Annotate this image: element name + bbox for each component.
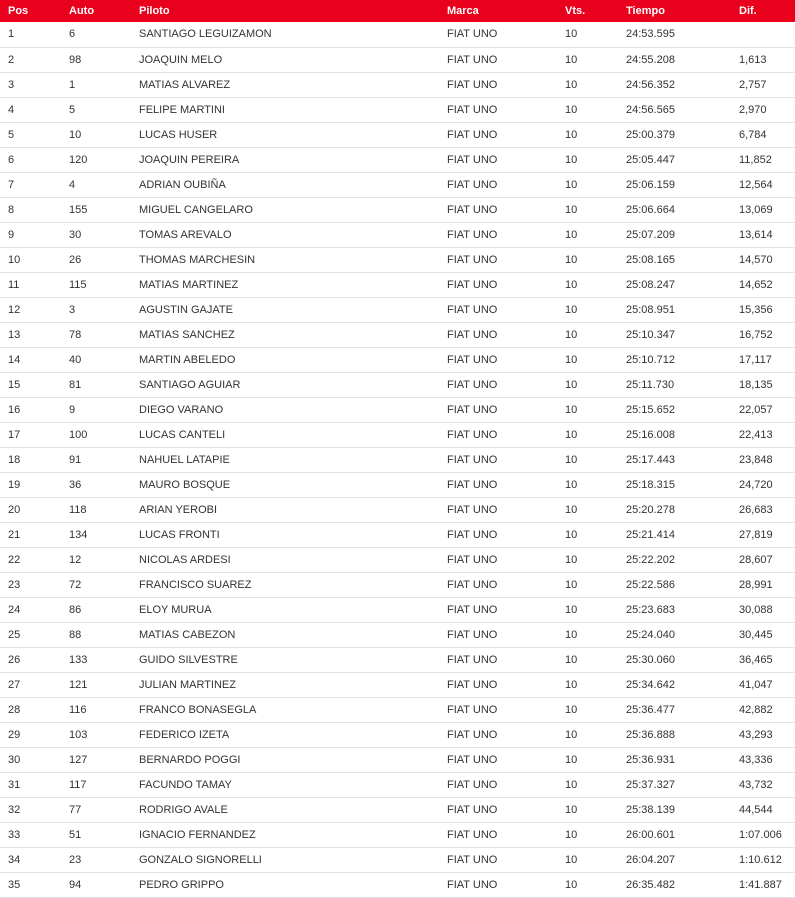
results-table-header	[0, 0, 795, 22]
cell-vts: 10	[557, 197, 618, 222]
cell-pos: 30	[0, 747, 61, 772]
cell-tiempo: 25:05.447	[618, 147, 731, 172]
cell-piloto: MATIAS CABEZON	[131, 622, 439, 647]
cell-auto: 94	[61, 872, 131, 897]
cell-dif	[731, 22, 795, 47]
cell-auto: 23	[61, 847, 131, 872]
cell-marca: FIAT UNO	[439, 372, 557, 397]
cell-pos: 19	[0, 472, 61, 497]
cell-dif: 1:41.887	[731, 872, 795, 897]
cell-auto: 4	[61, 172, 131, 197]
cell-auto: 36	[61, 472, 131, 497]
table-row	[0, 197, 795, 222]
table-row	[0, 797, 795, 822]
header-piloto: Piloto	[131, 0, 439, 22]
header-tiempo: Tiempo	[618, 0, 731, 22]
cell-pos: 27	[0, 672, 61, 697]
table-row	[0, 22, 795, 47]
cell-vts: 10	[557, 797, 618, 822]
cell-tiempo: 24:53.595	[618, 22, 731, 47]
cell-marca: FIAT UNO	[439, 572, 557, 597]
cell-tiempo: 25:18.315	[618, 472, 731, 497]
cell-vts: 10	[557, 22, 618, 47]
cell-vts: 10	[557, 297, 618, 322]
cell-tiempo: 26:35.482	[618, 872, 731, 897]
cell-marca: FIAT UNO	[439, 872, 557, 897]
cell-vts: 10	[557, 572, 618, 597]
cell-vts: 10	[557, 672, 618, 697]
cell-dif: 14,652	[731, 272, 795, 297]
table-row	[0, 647, 795, 672]
cell-dif: 27,819	[731, 522, 795, 547]
cell-piloto: FRANCO BONASEGLA	[131, 697, 439, 722]
cell-auto: 9	[61, 397, 131, 422]
cell-vts: 10	[557, 547, 618, 572]
cell-dif: 15,356	[731, 297, 795, 322]
cell-pos: 1	[0, 22, 61, 47]
cell-pos: 2	[0, 47, 61, 72]
cell-pos: 12	[0, 297, 61, 322]
cell-tiempo: 25:16.008	[618, 422, 731, 447]
cell-vts: 10	[557, 622, 618, 647]
cell-tiempo: 24:56.352	[618, 72, 731, 97]
cell-vts: 10	[557, 247, 618, 272]
cell-auto: 1	[61, 72, 131, 97]
table-row	[0, 872, 795, 897]
table-row	[0, 522, 795, 547]
results-table-body	[0, 22, 795, 897]
cell-tiempo: 25:22.586	[618, 572, 731, 597]
cell-piloto: SANTIAGO LEGUIZAMON	[131, 22, 439, 47]
cell-marca: FIAT UNO	[439, 747, 557, 772]
table-row	[0, 172, 795, 197]
cell-vts: 10	[557, 722, 618, 747]
cell-vts: 10	[557, 522, 618, 547]
table-row	[0, 272, 795, 297]
cell-piloto: JOAQUIN MELO	[131, 47, 439, 72]
table-row	[0, 572, 795, 597]
cell-dif: 11,852	[731, 147, 795, 172]
cell-auto: 78	[61, 322, 131, 347]
cell-piloto: LUCAS HUSER	[131, 122, 439, 147]
cell-pos: 23	[0, 572, 61, 597]
cell-pos: 15	[0, 372, 61, 397]
cell-marca: FIAT UNO	[439, 197, 557, 222]
cell-vts: 10	[557, 397, 618, 422]
cell-auto: 98	[61, 47, 131, 72]
cell-piloto: MATIAS SANCHEZ	[131, 322, 439, 347]
cell-tiempo: 25:23.683	[618, 597, 731, 622]
cell-tiempo: 25:38.139	[618, 797, 731, 822]
cell-tiempo: 25:24.040	[618, 622, 731, 647]
cell-auto: 127	[61, 747, 131, 772]
cell-piloto: RODRIGO AVALE	[131, 797, 439, 822]
cell-auto: 10	[61, 122, 131, 147]
cell-auto: 100	[61, 422, 131, 447]
cell-piloto: ADRIAN OUBIÑA	[131, 172, 439, 197]
table-row	[0, 297, 795, 322]
cell-pos: 17	[0, 422, 61, 447]
cell-piloto: GONZALO SIGNORELLI	[131, 847, 439, 872]
cell-pos: 14	[0, 347, 61, 372]
cell-tiempo: 25:21.414	[618, 522, 731, 547]
cell-vts: 10	[557, 822, 618, 847]
cell-vts: 10	[557, 847, 618, 872]
cell-vts: 10	[557, 872, 618, 897]
cell-vts: 10	[557, 272, 618, 297]
cell-marca: FIAT UNO	[439, 122, 557, 147]
cell-vts: 10	[557, 697, 618, 722]
cell-auto: 121	[61, 672, 131, 697]
cell-marca: FIAT UNO	[439, 397, 557, 422]
table-row	[0, 422, 795, 447]
cell-piloto: FRANCISCO SUAREZ	[131, 572, 439, 597]
cell-auto: 40	[61, 347, 131, 372]
cell-vts: 10	[557, 772, 618, 797]
cell-vts: 10	[557, 122, 618, 147]
cell-dif: 26,683	[731, 497, 795, 522]
cell-pos: 6	[0, 147, 61, 172]
cell-marca: FIAT UNO	[439, 522, 557, 547]
cell-pos: 33	[0, 822, 61, 847]
cell-piloto: AGUSTIN GAJATE	[131, 297, 439, 322]
cell-dif: 43,293	[731, 722, 795, 747]
cell-auto: 51	[61, 822, 131, 847]
cell-marca: FIAT UNO	[439, 272, 557, 297]
cell-tiempo: 25:22.202	[618, 547, 731, 572]
cell-tiempo: 24:55.208	[618, 47, 731, 72]
cell-piloto: LUCAS FRONTI	[131, 522, 439, 547]
table-row	[0, 622, 795, 647]
table-row	[0, 597, 795, 622]
cell-piloto: SANTIAGO AGUIAR	[131, 372, 439, 397]
table-row	[0, 372, 795, 397]
cell-pos: 3	[0, 72, 61, 97]
cell-dif: 18,135	[731, 372, 795, 397]
cell-tiempo: 25:36.477	[618, 697, 731, 722]
cell-piloto: FEDERICO IZETA	[131, 722, 439, 747]
cell-vts: 10	[557, 422, 618, 447]
cell-dif: 1:10.612	[731, 847, 795, 872]
cell-dif: 6,784	[731, 122, 795, 147]
cell-dif: 23,848	[731, 447, 795, 472]
cell-dif: 43,336	[731, 747, 795, 772]
cell-piloto: ELOY MURUA	[131, 597, 439, 622]
cell-pos: 9	[0, 222, 61, 247]
cell-vts: 10	[557, 372, 618, 397]
cell-pos: 32	[0, 797, 61, 822]
table-row	[0, 47, 795, 72]
table-row	[0, 447, 795, 472]
cell-auto: 3	[61, 297, 131, 322]
cell-marca: FIAT UNO	[439, 147, 557, 172]
cell-auto: 116	[61, 697, 131, 722]
cell-dif: 30,445	[731, 622, 795, 647]
cell-marca: FIAT UNO	[439, 72, 557, 97]
cell-marca: FIAT UNO	[439, 847, 557, 872]
cell-auto: 103	[61, 722, 131, 747]
cell-auto: 26	[61, 247, 131, 272]
cell-auto: 77	[61, 797, 131, 822]
table-row	[0, 697, 795, 722]
cell-pos: 22	[0, 547, 61, 572]
table-row	[0, 72, 795, 97]
cell-auto: 5	[61, 97, 131, 122]
cell-dif: 42,882	[731, 697, 795, 722]
cell-vts: 10	[557, 347, 618, 372]
table-row	[0, 547, 795, 572]
cell-vts: 10	[557, 472, 618, 497]
cell-marca: FIAT UNO	[439, 797, 557, 822]
table-row	[0, 347, 795, 372]
table-row	[0, 772, 795, 797]
header-dif: Dif.	[731, 0, 795, 22]
cell-piloto: FACUNDO TAMAY	[131, 772, 439, 797]
cell-dif: 22,057	[731, 397, 795, 422]
cell-auto: 115	[61, 272, 131, 297]
cell-pos: 11	[0, 272, 61, 297]
cell-pos: 16	[0, 397, 61, 422]
cell-piloto: TOMAS AREVALO	[131, 222, 439, 247]
table-row	[0, 472, 795, 497]
cell-pos: 34	[0, 847, 61, 872]
cell-tiempo: 25:10.347	[618, 322, 731, 347]
table-row	[0, 497, 795, 522]
cell-tiempo: 25:34.642	[618, 672, 731, 697]
cell-dif: 14,570	[731, 247, 795, 272]
cell-dif: 1:07.006	[731, 822, 795, 847]
cell-auto: 86	[61, 597, 131, 622]
cell-tiempo: 25:20.278	[618, 497, 731, 522]
cell-piloto: ARIAN YEROBI	[131, 497, 439, 522]
cell-marca: FIAT UNO	[439, 347, 557, 372]
cell-piloto: IGNACIO FERNANDEZ	[131, 822, 439, 847]
cell-pos: 31	[0, 772, 61, 797]
cell-marca: FIAT UNO	[439, 722, 557, 747]
cell-marca: FIAT UNO	[439, 47, 557, 72]
cell-dif: 30,088	[731, 597, 795, 622]
cell-auto: 117	[61, 772, 131, 797]
cell-dif: 13,069	[731, 197, 795, 222]
table-row	[0, 147, 795, 172]
cell-dif: 1,613	[731, 47, 795, 72]
cell-vts: 10	[557, 447, 618, 472]
cell-marca: FIAT UNO	[439, 447, 557, 472]
cell-auto: 72	[61, 572, 131, 597]
cell-tiempo: 25:11.730	[618, 372, 731, 397]
cell-pos: 20	[0, 497, 61, 522]
cell-dif: 17,117	[731, 347, 795, 372]
cell-tiempo: 25:36.888	[618, 722, 731, 747]
cell-pos: 18	[0, 447, 61, 472]
cell-pos: 35	[0, 872, 61, 897]
cell-dif: 12,564	[731, 172, 795, 197]
cell-tiempo: 25:08.165	[618, 247, 731, 272]
cell-pos: 28	[0, 697, 61, 722]
header-vts: Vts.	[557, 0, 618, 22]
cell-marca: FIAT UNO	[439, 672, 557, 697]
cell-dif: 28,991	[731, 572, 795, 597]
cell-tiempo: 26:04.207	[618, 847, 731, 872]
cell-tiempo: 25:08.247	[618, 272, 731, 297]
cell-pos: 25	[0, 622, 61, 647]
cell-piloto: MARTIN ABELEDO	[131, 347, 439, 372]
cell-marca: FIAT UNO	[439, 647, 557, 672]
cell-marca: FIAT UNO	[439, 697, 557, 722]
cell-dif: 36,465	[731, 647, 795, 672]
cell-tiempo: 25:30.060	[618, 647, 731, 672]
cell-marca: FIAT UNO	[439, 497, 557, 522]
cell-marca: FIAT UNO	[439, 247, 557, 272]
cell-vts: 10	[557, 47, 618, 72]
cell-piloto: NICOLAS ARDESI	[131, 547, 439, 572]
cell-tiempo: 26:00.601	[618, 822, 731, 847]
cell-tiempo: 25:10.712	[618, 347, 731, 372]
cell-dif: 43,732	[731, 772, 795, 797]
cell-piloto: MATIAS MARTINEZ	[131, 272, 439, 297]
cell-tiempo: 25:07.209	[618, 222, 731, 247]
cell-auto: 133	[61, 647, 131, 672]
table-row	[0, 722, 795, 747]
cell-piloto: FELIPE MARTINI	[131, 97, 439, 122]
cell-vts: 10	[557, 222, 618, 247]
cell-auto: 6	[61, 22, 131, 47]
cell-piloto: JULIAN MARTINEZ	[131, 672, 439, 697]
cell-marca: FIAT UNO	[439, 297, 557, 322]
cell-auto: 120	[61, 147, 131, 172]
cell-pos: 21	[0, 522, 61, 547]
cell-marca: FIAT UNO	[439, 622, 557, 647]
cell-tiempo: 24:56.565	[618, 97, 731, 122]
cell-marca: FIAT UNO	[439, 822, 557, 847]
table-row	[0, 822, 795, 847]
cell-pos: 10	[0, 247, 61, 272]
cell-dif: 2,970	[731, 97, 795, 122]
cell-vts: 10	[557, 747, 618, 772]
cell-piloto: JOAQUIN PEREIRA	[131, 147, 439, 172]
cell-auto: 12	[61, 547, 131, 572]
cell-tiempo: 25:37.327	[618, 772, 731, 797]
cell-marca: FIAT UNO	[439, 97, 557, 122]
table-row	[0, 322, 795, 347]
cell-dif: 22,413	[731, 422, 795, 447]
cell-vts: 10	[557, 497, 618, 522]
cell-pos: 8	[0, 197, 61, 222]
cell-dif: 24,720	[731, 472, 795, 497]
cell-tiempo: 25:06.159	[618, 172, 731, 197]
table-row	[0, 122, 795, 147]
table-row	[0, 97, 795, 122]
cell-pos: 29	[0, 722, 61, 747]
cell-pos: 7	[0, 172, 61, 197]
cell-piloto: GUIDO SILVESTRE	[131, 647, 439, 672]
table-row	[0, 222, 795, 247]
cell-auto: 155	[61, 197, 131, 222]
cell-piloto: MIGUEL CANGELARO	[131, 197, 439, 222]
table-row	[0, 847, 795, 872]
cell-marca: FIAT UNO	[439, 422, 557, 447]
cell-dif: 2,757	[731, 72, 795, 97]
cell-marca: FIAT UNO	[439, 597, 557, 622]
cell-auto: 118	[61, 497, 131, 522]
table-row	[0, 747, 795, 772]
cell-auto: 30	[61, 222, 131, 247]
cell-piloto: NAHUEL LATAPIE	[131, 447, 439, 472]
cell-vts: 10	[557, 647, 618, 672]
cell-piloto: PEDRO GRIPPO	[131, 872, 439, 897]
cell-tiempo: 25:08.951	[618, 297, 731, 322]
cell-tiempo: 25:06.664	[618, 197, 731, 222]
cell-auto: 134	[61, 522, 131, 547]
cell-auto: 91	[61, 447, 131, 472]
header-auto: Auto	[61, 0, 131, 22]
cell-dif: 13,614	[731, 222, 795, 247]
cell-marca: FIAT UNO	[439, 472, 557, 497]
cell-marca: FIAT UNO	[439, 322, 557, 347]
cell-piloto: DIEGO VARANO	[131, 397, 439, 422]
cell-tiempo: 25:15.652	[618, 397, 731, 422]
cell-tiempo: 25:00.379	[618, 122, 731, 147]
cell-dif: 16,752	[731, 322, 795, 347]
header-marca: Marca	[439, 0, 557, 22]
cell-marca: FIAT UNO	[439, 772, 557, 797]
cell-vts: 10	[557, 322, 618, 347]
cell-pos: 26	[0, 647, 61, 672]
cell-vts: 10	[557, 147, 618, 172]
cell-pos: 4	[0, 97, 61, 122]
table-row	[0, 672, 795, 697]
cell-auto: 88	[61, 622, 131, 647]
cell-piloto: THOMAS MARCHESIN	[131, 247, 439, 272]
cell-tiempo: 25:17.443	[618, 447, 731, 472]
cell-dif: 28,607	[731, 547, 795, 572]
cell-vts: 10	[557, 72, 618, 97]
cell-piloto: LUCAS CANTELI	[131, 422, 439, 447]
cell-vts: 10	[557, 97, 618, 122]
table-row	[0, 247, 795, 272]
cell-pos: 24	[0, 597, 61, 622]
header-row	[0, 0, 795, 22]
header-pos: Pos	[0, 0, 61, 22]
cell-dif: 44,544	[731, 797, 795, 822]
cell-piloto: BERNARDO POGGI	[131, 747, 439, 772]
cell-marca: FIAT UNO	[439, 222, 557, 247]
table-row	[0, 397, 795, 422]
cell-vts: 10	[557, 597, 618, 622]
cell-marca: FIAT UNO	[439, 172, 557, 197]
cell-tiempo: 25:36.931	[618, 747, 731, 772]
cell-marca: FIAT UNO	[439, 547, 557, 572]
cell-auto: 81	[61, 372, 131, 397]
cell-piloto: MAURO BOSQUE	[131, 472, 439, 497]
cell-piloto: MATIAS ALVAREZ	[131, 72, 439, 97]
cell-pos: 13	[0, 322, 61, 347]
cell-marca: FIAT UNO	[439, 22, 557, 47]
cell-pos: 5	[0, 122, 61, 147]
cell-vts: 10	[557, 172, 618, 197]
cell-dif: 41,047	[731, 672, 795, 697]
